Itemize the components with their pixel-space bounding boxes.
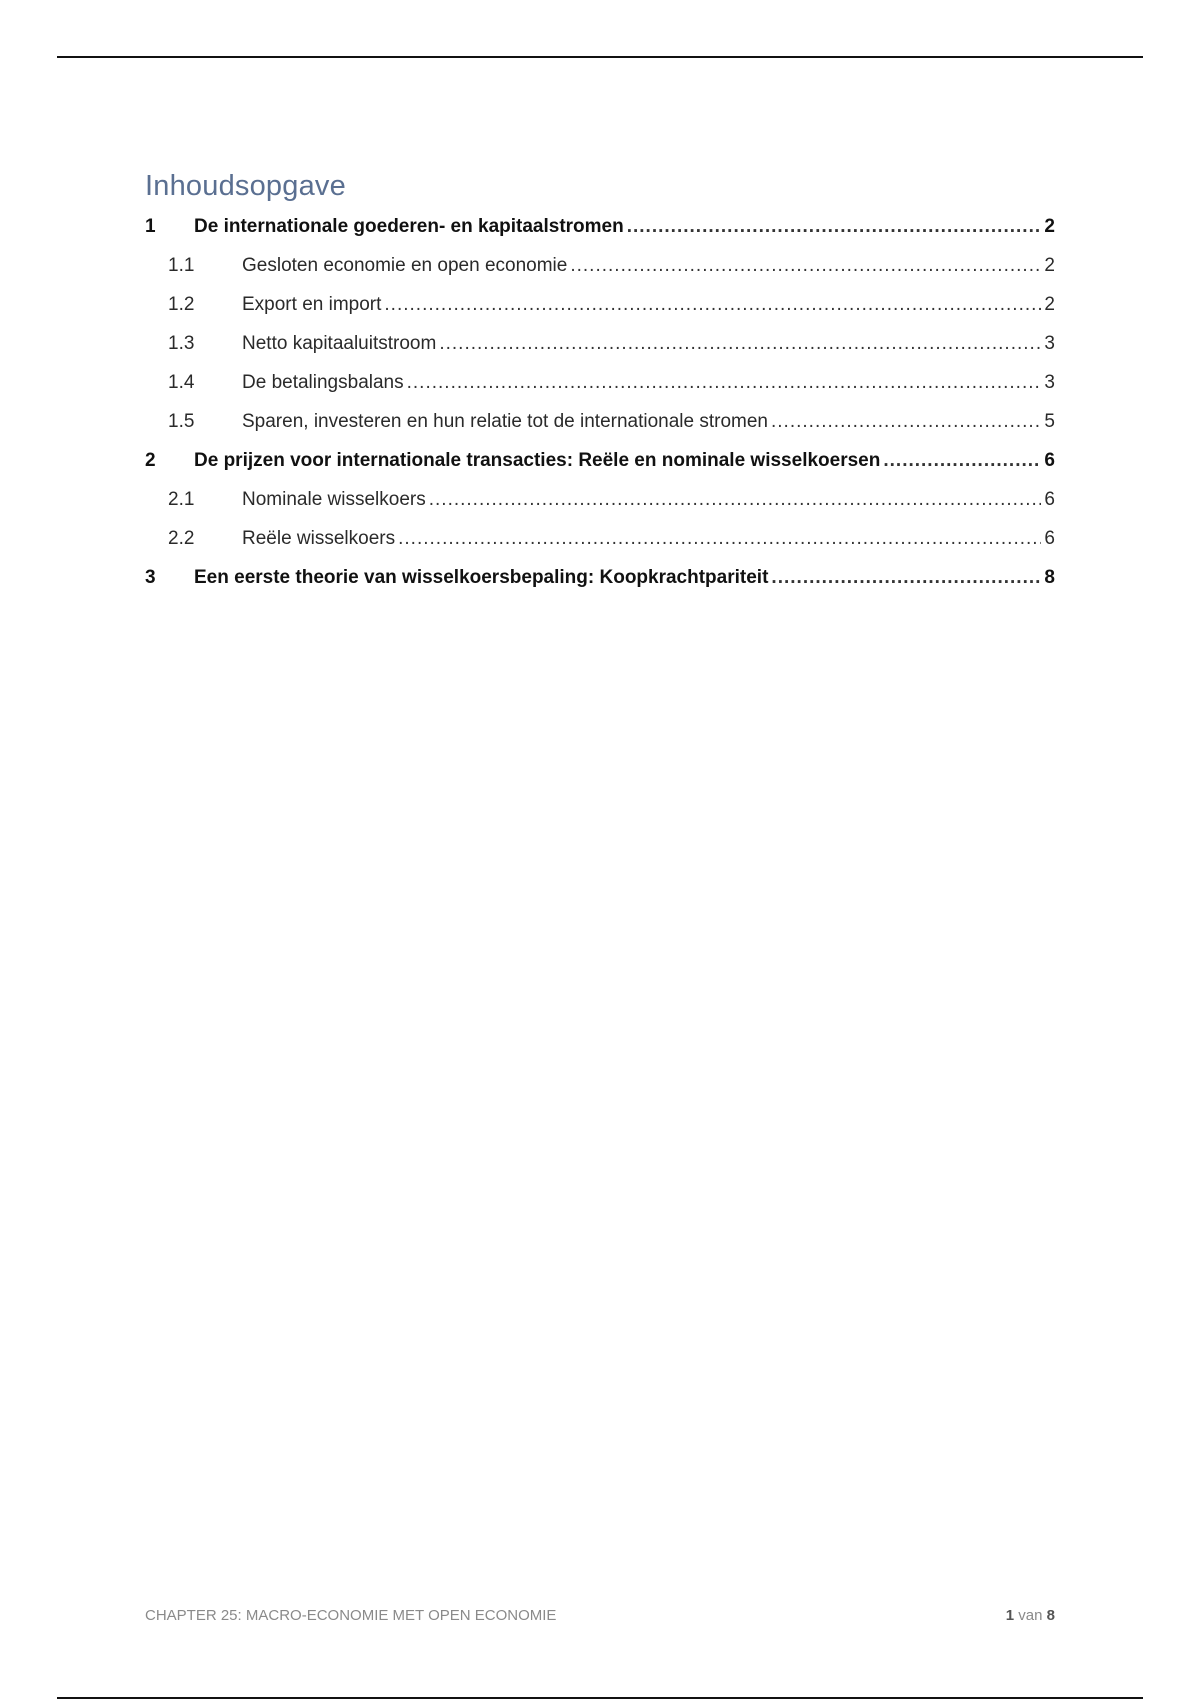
toc-entry-2-1[interactable] [145, 480, 1055, 519]
header-rule [57, 56, 1143, 58]
toc-entry-page: 5 [1044, 411, 1055, 432]
toc-entry-number: 1.1 [168, 255, 195, 276]
toc-entry-title: Netto kapitaaluitstroom [242, 333, 437, 354]
toc-entry-title: Export en import [242, 294, 382, 315]
toc-entry-number: 2.1 [168, 489, 195, 510]
toc-dot-leader [883, 441, 1041, 480]
toc-entry-number: 1.3 [168, 333, 195, 354]
toc-entry-title: De betalingsbalans [242, 372, 404, 393]
toc-entry-title: Reële wisselkoers [242, 528, 396, 549]
toc-entry-title: De internationale goederen- en kapitaalstromen [194, 216, 624, 237]
toc-dot-leader [439, 324, 1041, 363]
toc-entry-title: Sparen, investeren en hun relatie tot de internationale stromen [242, 411, 768, 432]
toc-entry-title: Nominale wisselkoers [242, 489, 426, 510]
toc-entry-1-4[interactable] [145, 363, 1055, 402]
toc-entry-page: 3 [1044, 372, 1055, 393]
toc-entry-number: 2.2 [168, 528, 195, 549]
toc-entry-number: 1.5 [168, 411, 195, 432]
footer-rule [57, 1697, 1143, 1699]
toc-title: Inhoudsopgave [145, 170, 346, 202]
page-footer [145, 1607, 1055, 1624]
toc-entry-page: 6 [1044, 489, 1055, 510]
toc-entry-page: 8 [1044, 567, 1055, 588]
toc-entry-page: 2 [1044, 255, 1055, 276]
footer-chapter-title: CHAPTER 25: MACRO-ECONOMIE MET OPEN ECONOMIE [145, 1607, 557, 1624]
toc-dot-leader [384, 285, 1041, 324]
toc-entry-page: 3 [1044, 333, 1055, 354]
toc-entry-3[interactable] [145, 558, 1055, 597]
toc-dot-leader [398, 519, 1041, 558]
toc-dot-leader [771, 558, 1041, 597]
toc-entry-2-2[interactable] [145, 519, 1055, 558]
toc-entry-1-3[interactable] [145, 324, 1055, 363]
toc-entry-page: 6 [1044, 450, 1055, 471]
toc-dot-leader [771, 402, 1041, 441]
toc-dot-leader [570, 246, 1041, 285]
toc-entry-1-5[interactable] [145, 402, 1055, 441]
toc-entry-title: De prijzen voor internationale transacties: Reële en nominale wisselkoersen [194, 450, 881, 471]
toc-entry-page: 6 [1044, 528, 1055, 549]
toc-entry-number: 1.4 [168, 372, 195, 393]
toc-entry-title: Een eerste theorie van wisselkoersbepaling: Koopkrachtpariteit [194, 567, 769, 588]
toc-entry-2[interactable] [145, 441, 1055, 480]
toc-dot-leader [429, 480, 1041, 519]
footer-page-separator: van [1018, 1607, 1043, 1624]
footer-page-current: 1 [1005, 1607, 1015, 1624]
table-of-contents [145, 207, 1055, 597]
toc-entry-number: 1.2 [168, 294, 195, 315]
toc-entry-1-2[interactable] [145, 285, 1055, 324]
footer-page-total: 8 [1046, 1607, 1055, 1624]
toc-entry-1-1[interactable] [145, 246, 1055, 285]
toc-entry-number: 3 [145, 567, 156, 588]
toc-entry-1[interactable] [145, 207, 1055, 246]
footer-page-number [1006, 1607, 1055, 1624]
toc-dot-leader [407, 363, 1041, 402]
toc-entry-number: 1 [145, 216, 156, 237]
toc-entry-page: 2 [1044, 294, 1055, 315]
toc-entry-number: 2 [145, 450, 156, 471]
toc-entry-title: Gesloten economie en open economie [242, 255, 568, 276]
toc-dot-leader [627, 207, 1041, 246]
toc-entry-page: 2 [1044, 216, 1055, 237]
